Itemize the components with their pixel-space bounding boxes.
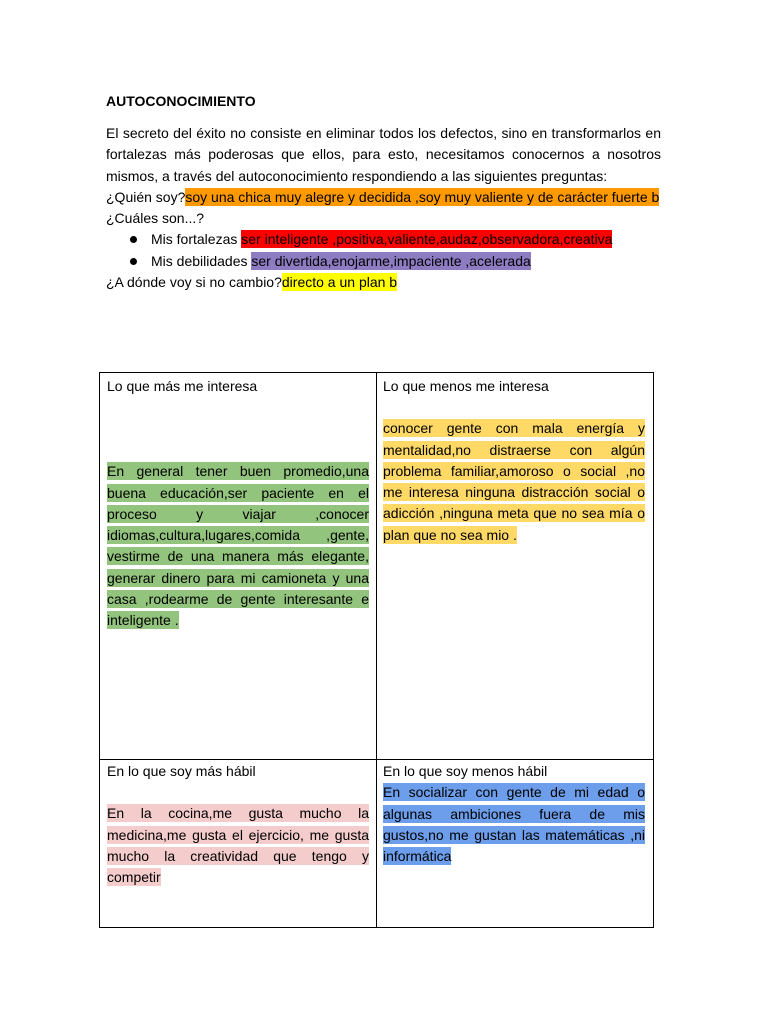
- cell-bottom-right-text: En socializar con gente de mi edad o algunas ambiciones fuera de mis gustos,no me gustan las matemáticas ,ni informática: [383, 784, 645, 865]
- cell-top-left-body: [107, 461, 369, 631]
- cell-bottom-right-body: [383, 782, 645, 867]
- weaknesses-answer: ser divertida,enojarme,impaciente ,acelerada: [251, 252, 531, 269]
- cell-top-right: [383, 376, 645, 546]
- strengths-weaknesses-list: [106, 229, 661, 272]
- cell-bottom-right: [383, 761, 645, 867]
- cell-top-left-text: En general tener buen promedio,una buena educación,ser paciente en el proceso y viajar ,conocer idiomas,cultura,lugares,comida ,gente, vestirme de una manera más elegante, generar dinero para mi camioneta y una casa ,rodearme de gente interesante e inteligente .: [107, 463, 369, 629]
- cell-top-left: [107, 376, 369, 632]
- self-knowledge-table: [99, 372, 654, 928]
- answer-who-am-i: soy una chica muy alegre y decidida ,soy muy valiente y de carácter fuerte b: [185, 188, 660, 205]
- document-title: AUTOCONOCIMIENTO: [106, 93, 256, 109]
- table-divider-vertical: [376, 373, 377, 927]
- list-item-weaknesses: [130, 251, 661, 272]
- question-what-are-they: ¿Cuáles son...?: [106, 210, 205, 227]
- answer-where: directo a un plan b: [281, 274, 398, 291]
- strengths-answer: ser inteligente ,positiva,valiente,audaz,observadora,creativa: [241, 231, 613, 248]
- intro-paragraph: El secreto del éxito no consiste en eliminar todos los defectos, sino en transformarlos en fortalezas más poderosas que ellos, para esto, necesitamos conocernos a nosotros mismos, a través del autoconocimiento respondiendo a las siguientes preguntas:: [106, 125, 661, 184]
- question-who-am-i-label: ¿Quién soy?: [106, 188, 186, 205]
- cell-top-right-body: [383, 418, 645, 546]
- question-who-am-i: [106, 187, 661, 208]
- weaknesses-label: Mis debilidades: [151, 252, 248, 269]
- document-page: [106, 90, 661, 293]
- table-divider-horizontal: [100, 759, 653, 760]
- cell-bottom-right-heading: En lo que soy menos hábil: [383, 763, 548, 779]
- cell-bottom-left-body: [107, 803, 369, 888]
- cell-top-right-text: conocer gente con mala energía y mentalidad,no distraerse con algún problema familiar,amoroso o social ,no me interesa ninguna distracción social o adicción ,ninguna meta que no sea mía o plan que no sea mio .: [383, 420, 645, 543]
- question-where-am-i-going: [106, 272, 661, 293]
- question-where-label: ¿A dónde voy si no cambio?: [106, 274, 282, 291]
- bullet-icon: [130, 236, 137, 243]
- cell-bottom-left-text: En la cocina,me gusta mucho la medicina,me gusta el ejercicio, me gusta mucho la creatividad que tengo y competir: [107, 805, 369, 886]
- list-item-strengths: [130, 229, 661, 250]
- strengths-label: Mis fortalezas: [151, 231, 238, 248]
- bullet-icon: [130, 258, 137, 265]
- cell-bottom-left: [107, 761, 369, 888]
- cell-top-left-heading: Lo que más me interesa: [107, 378, 258, 394]
- cell-top-right-heading: Lo que menos me interesa: [383, 378, 549, 394]
- cell-bottom-left-heading: En lo que soy más hábil: [107, 763, 256, 779]
